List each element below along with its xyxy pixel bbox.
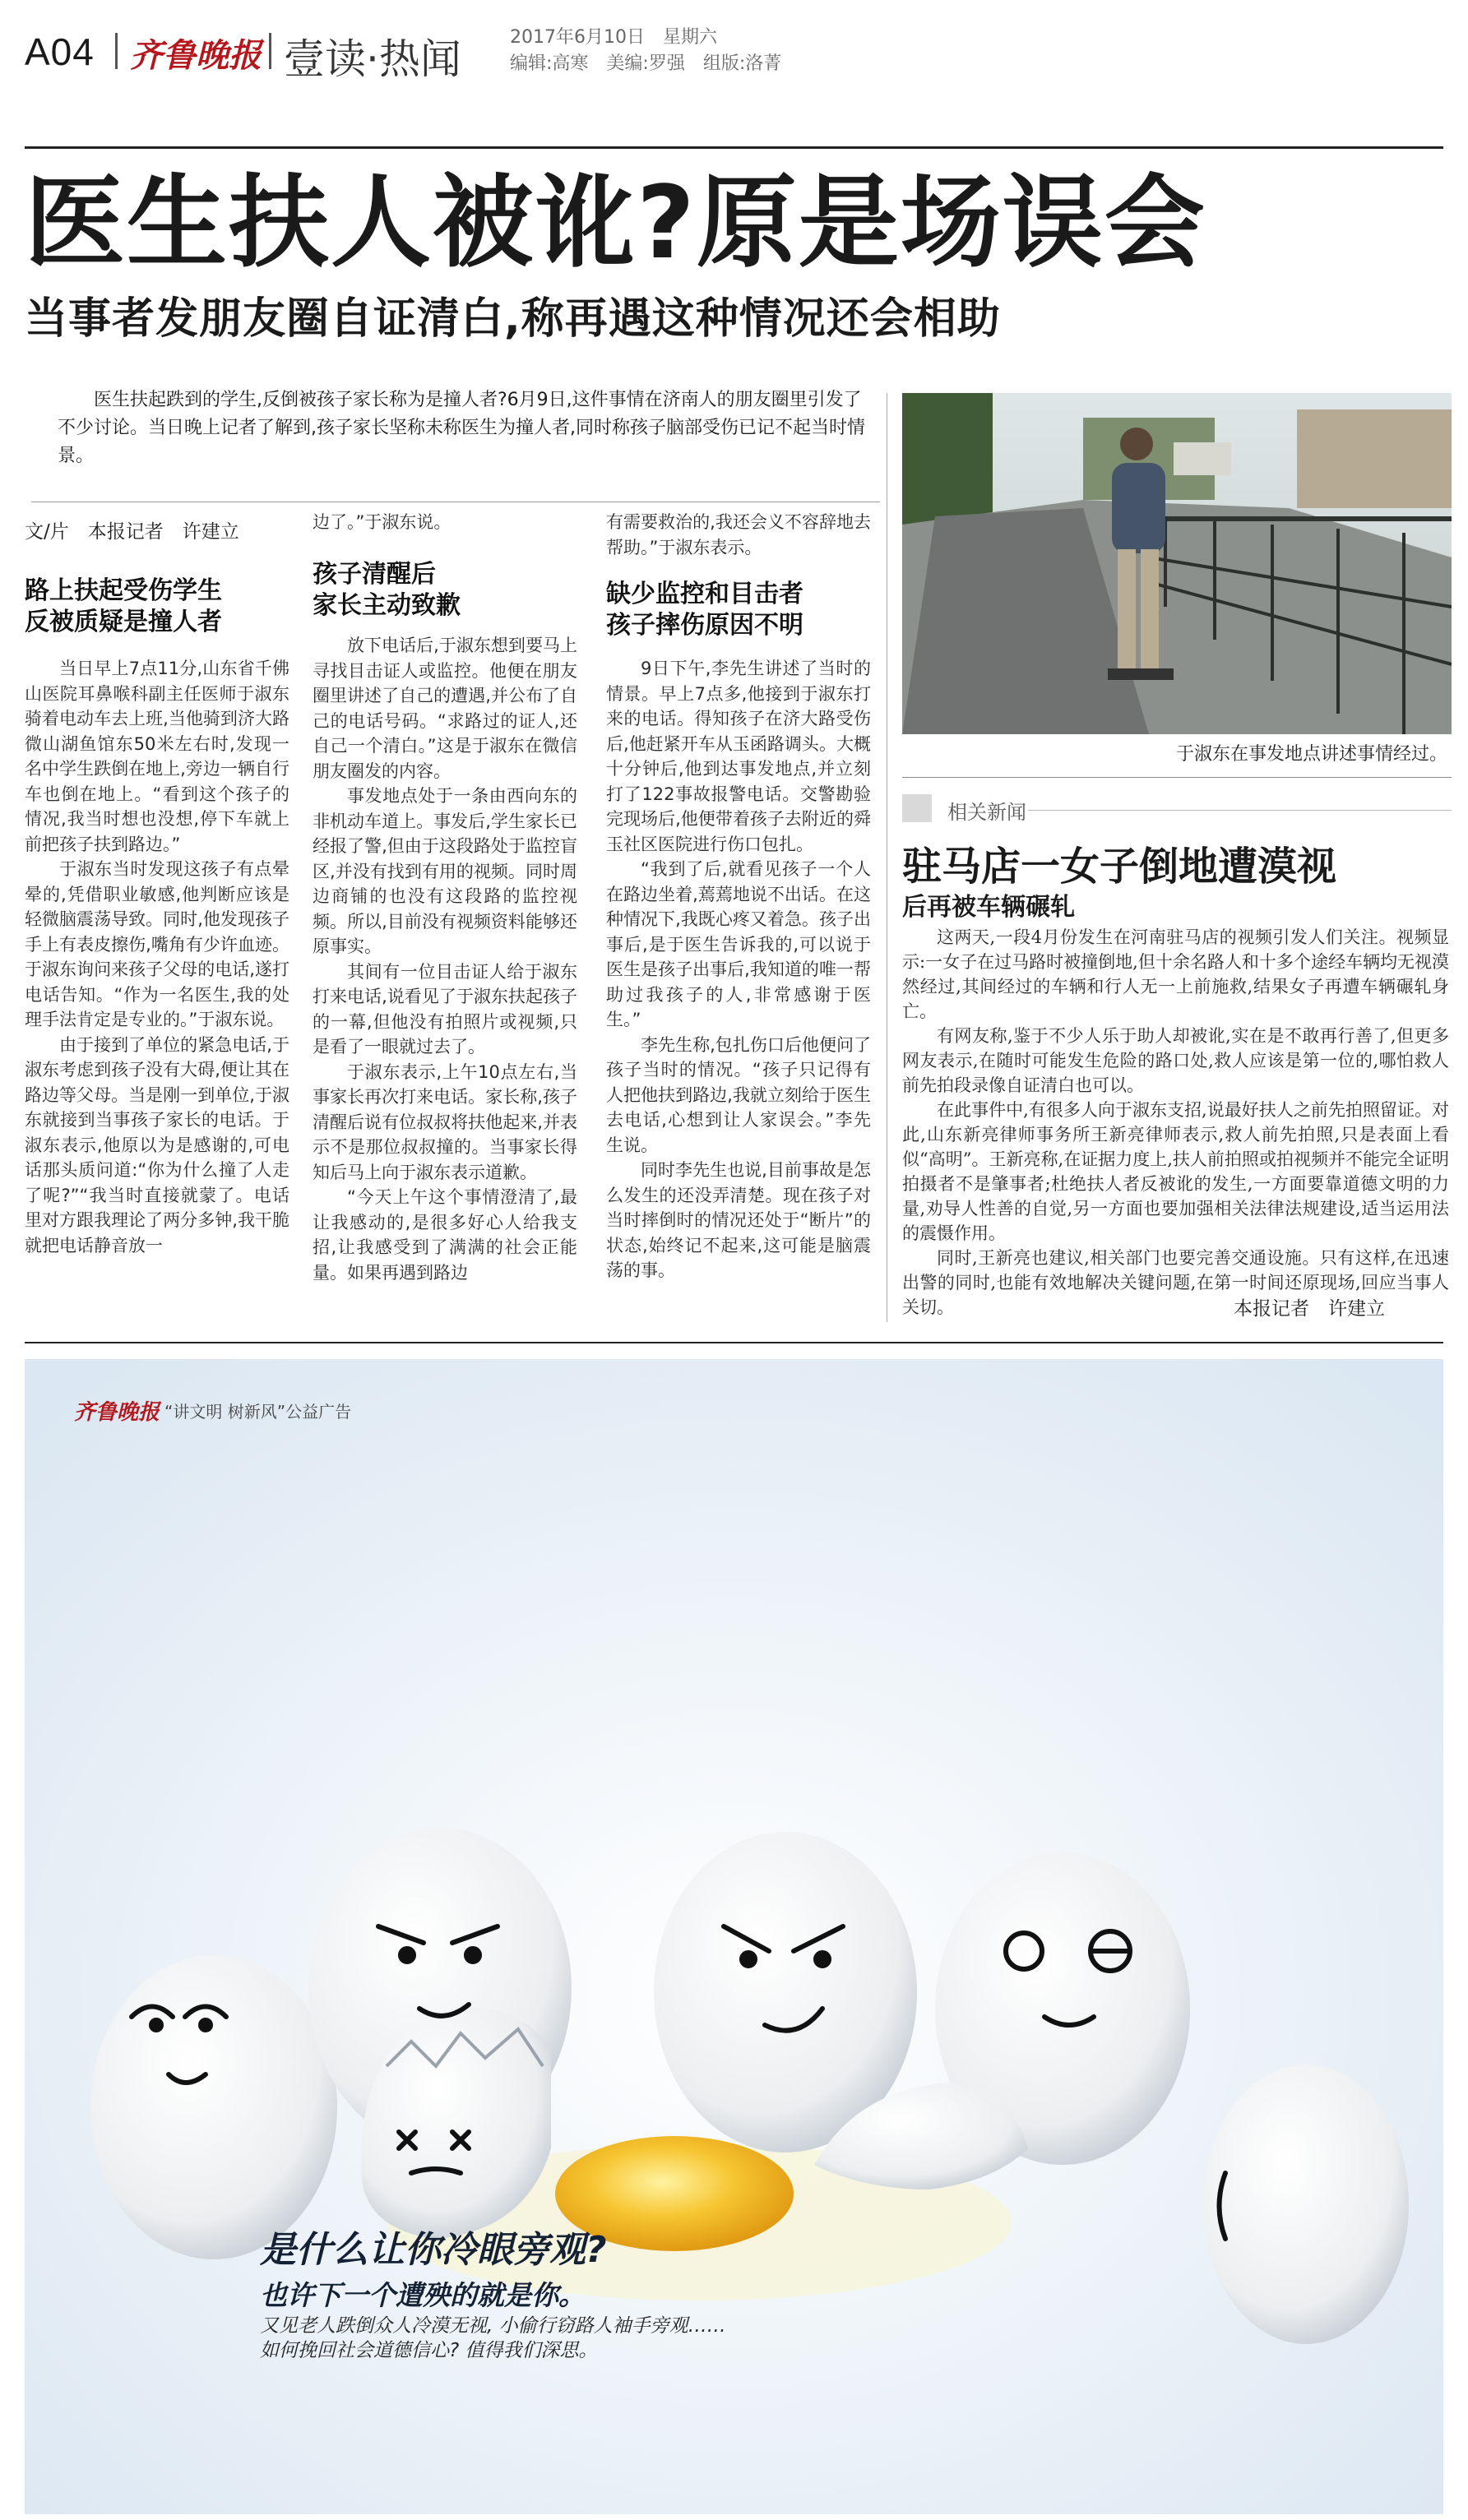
header-divider xyxy=(269,33,271,69)
ad-text-line-2: 如何挽回社会道德信心? 值得我们深思。 xyxy=(260,2340,598,2361)
sidebar-body: 这两天,一段4月份发生在河南驻马店的视频引发人们关注。视频显示:一女子在过马路时被撞倒地,但十余名路人和十多个途经车辆均无视漠然经过,其间经过的车辆和行人无一上前施救,结果女子再遭车辆碾轧身亡。 有网友称,鉴于不少人乐于助人却被讹,实在是不敢再行善了,但更多网友表示,在随时可能发生危险的路口处,救人应该是第一位的,哪怕救人前先拍段录像自证清白也可以。 在此事件中,有很多人向于淑东支招,说最好扶人之前先拍照留证。对此,山东新亮律师事务所王新亮律师表示,救人前先拍照,只是表面上看似“高明”。王新亮称,在证据力度上,扶人前拍照或拍视频并不能完全证明拍摄者不是肇事者;杜绝扶人者反被讹的发生,一方面要靠道德文明的力量,劝导人性善的自觉,另一方面也要加强相关法律法规建设,适当运用法的震慑作用。 同时,王新亮也建议,相关部门也要完善交通设施。只有这样,在迅速出警的同时,也能有效地解决关键问题,在第一时间还原现场,回应当事人关切。 xyxy=(902,927,1449,1317)
col3-subhead: 缺少监控和目击者 孩子摔伤原因不明 xyxy=(606,580,803,640)
editor-credits: 编辑:高寒 美编:罗强 组版:洛菁 xyxy=(510,53,782,74)
sidebar-subheadline: 后再被车辆碾轧 xyxy=(902,893,1075,922)
ad-top-rule xyxy=(25,1342,1443,1343)
photo-caption: 于淑东在事发地点讲述事情经过。 xyxy=(1175,744,1447,765)
page-number: A04 xyxy=(25,30,95,73)
article-lead: 医生扶起跌到的学生,反倒被孩子家长称为是撞人者?6月9日,这件事情在济南人的朋友圈里引发了不少讨论。当日晚上记者了解到,孩子家长坚称未称医生为撞人者,同时称孩子脑部受伤已记不起当时情景。 xyxy=(58,390,865,466)
article-column-3: 9日下午,李先生讲述了当时的情景。早上7点多,他接到于淑东打来的电话。得知孩子在济大路受伤后,他赶紧开车从玉函路调头。大概十分钟后,他到达事发地点,并立刻打了122事故报警电话。交警勘验完现场后,他便带着孩子去附近的舜玉社区医院进行伤口包扎。 “我到了后,就看见孩子一个人在路边坐着,蔫蔫地说不出话。在这种情况下,我既心疼又着急。孩子出事后,是于医生告诉我的,可以说于医生是孩子出事后,我知道的唯一帮助过我孩子的人,非常感谢于医生。” 李先生称,包扎伤口后他便问了孩子当时的情况。“孩子只记得有人把他扶到路边,我就立刻给于医生去电话,心想到让人家误会。”李先生说。 同时李先生也说,目前事故是怎么发生的还没弄清楚。现在孩子对当时摔倒时的情况还处于“断片”的状态,始终记不起来,这可能是脑震荡的事。 xyxy=(606,659,871,1280)
header-rule xyxy=(25,146,1443,149)
headline: 医生扶人被讹?原是场误会 xyxy=(25,164,1206,281)
article-column-2: 放下电话后,于淑东想到要马上寻找目击证人或监控。他便在朋友圈里讲述了自己的遭遇,并公布了自己的电话号码。“求路过的证人,还自己一个清白。”这是于淑东在微信朋友圈发的内容。 事发地点处于一条由西向东的非机动车道上。事发后,学生家长已经报了警,但由于这段路处于监控盲区,并没有找到有用的视频。同时周边商铺的也没有这段路的监控视频。所以,目前没有视频资料能够还原事实。 其间有一位目击证人给于淑东打来电话,说看见了于淑东扶起孩子的一幕,但他没有拍照片或视频,只是看了一眼就过去了。 于淑东表示,上午10点左右,当事家长再次打来电话。家长称,孩子清醒后说有位叔叔将扶他起来,并表示不是那位叔叔撞的。当事家长得知后马上向于淑东表示道歉。 “今天上午这个事情澄清了,最让我感动的,是很多好心人给我支招,让我感受到了满满的社会正能量。如果再遇到路边 xyxy=(313,636,577,1283)
col1-subhead: 路上扶起受伤学生 反被质疑是撞人者 xyxy=(25,576,222,636)
issue-date: 2017年6月10日 星期六 xyxy=(510,27,717,48)
news-photo xyxy=(902,393,1452,734)
article-column-2-top: 边了。”于淑东说。 xyxy=(313,512,452,532)
related-rule xyxy=(1028,810,1452,811)
section-title: 壹读·热闻 xyxy=(284,35,461,83)
caption-rule xyxy=(902,777,1452,778)
ad-subline: 也许下一个遭殃的就是你。 xyxy=(260,2279,586,2311)
ad-text-line-1: 又见老人跌倒众人冷漠无视, 小偷行窃路人袖手旁观…… xyxy=(260,2315,726,2337)
col2-subhead: 孩子清醒后 家长主动致歉 xyxy=(313,560,461,620)
article-column-3-top: 有需要救治的,我还会义不容辞地去帮助。”于淑东表示。 xyxy=(606,512,871,557)
ad-paper-logo: 齐鲁晚报 xyxy=(74,1400,160,1425)
subheadline: 当事者发朋友圈自证清白,称再遇这种情况还会相助 xyxy=(25,294,1001,344)
ad-tagline: “讲文明 树新风”公益广告 xyxy=(164,1402,352,1422)
related-marker xyxy=(902,794,932,822)
article-column-1: 当日早上7点11分,山东省千佛山医院耳鼻喉科副主任医师于淑东骑着电动车去上班,当他骑到济大路微山湖鱼馆东50米左右时,发现一名中学生跌倒在地上,旁边一辆自行车也倒在地上。“看到这个孩子的情况,我当时想也没想,停下车就上前把孩子扶到路边。” 于淑东当时发现这孩子有点晕晕的,凭借职业敏感,他判断应该是轻微脑震荡导致。同时,他发现孩子手上有表皮擦伤,嘴角有少许血迹。于淑东询问来孩子父母的电话,遂打电话告知。“作为一名医生,我的处理手法肯定是专业的。”于淑东说。 由于接到了单位的紧急电话,于淑东考虑到孩子没有大碍,便让其在路边等父母。当是刚一到单位,于淑东就接到当事孩子家长的电话。于淑东表示,他原以为是感谢的,可电话那头质问道:“你为什么撞了人走了呢?”“我当时直接就蒙了。电话里对方跟我理论了两分多钟,我干脆就把电话静音放一 xyxy=(25,659,289,1255)
public-service-ad xyxy=(25,1359,1443,2514)
ad-question: 是什么让你冷眼旁观? xyxy=(260,2229,607,2271)
paper-logo: 齐鲁晚报 xyxy=(130,36,262,75)
article-byline: 文/片 本报记者 许建立 xyxy=(25,521,239,543)
sidebar-headline: 驻马店一女子倒地遭漠视 xyxy=(902,844,1337,890)
sidebar-byline: 本报记者 许建立 xyxy=(1234,1298,1385,1320)
header-divider xyxy=(115,33,118,69)
related-label: 相关新闻 xyxy=(947,801,1026,824)
